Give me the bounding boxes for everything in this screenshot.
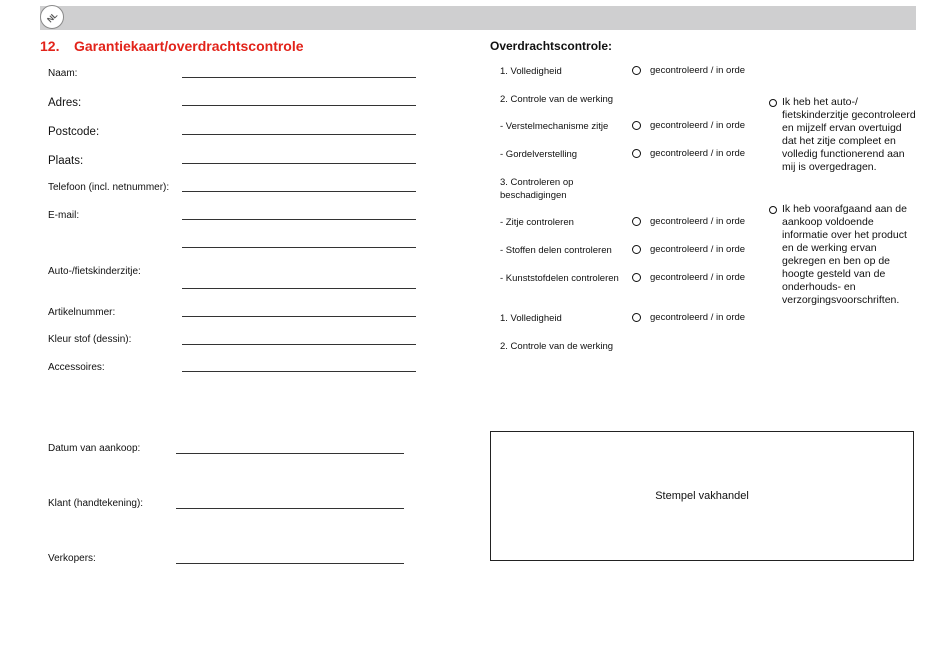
checklist-item-completeness-2: 1. Volledigheid [500,313,562,324]
declaration-info-received-text: Ik heb voorafgaand aan de aankoop voldoende informatie over het product en de werking ervan gekregen en ben op de hoogte gesteld van de onderhouds- en verzorgingsvoorschriften. [782,203,907,306]
declaration-seat-checked-text: Ik heb het auto-/ fietskinderzitje gecontroleerd en mijzelf ervan overtuigd dat het zitje compleet en volledig functionerend aan mij is overgedragen. [782,96,916,173]
check-status-plastic-check: gecontroleerd / in orde [650,272,746,283]
check-circle-icon[interactable] [632,217,641,226]
checklist-item-belt-adjust: - Gordelverstelling [500,149,578,160]
declaration-seat-checked [769,96,919,174]
check-circle-icon[interactable] [632,121,641,130]
field-label-purchase-date: Datum van aankoop: [48,443,141,454]
language-badge [40,5,64,29]
field-line-child-seat[interactable] [182,288,416,289]
field-line-fabric-color[interactable] [182,344,416,345]
checklist-item-function-2: 2. Controle van de werking [500,341,614,352]
field-line-name[interactable] [182,77,416,78]
field-line-postcode[interactable] [182,134,416,135]
checklist-item-function: 2. Controle van de werking [500,94,614,105]
dealer-stamp-label: Stempel vakhandel [655,490,749,502]
checklist-title: Overdrachtscontrole: [490,39,613,53]
check-circle-icon[interactable] [632,245,641,254]
check-circle-icon[interactable] [632,66,641,75]
field-label-fabric-color: Kleur stof (dessin): [48,334,132,345]
field-label-child-seat: Auto-/fietskinderzitje: [48,266,141,277]
section-title [40,38,304,54]
field-line-article-number[interactable] [182,316,416,317]
field-line-accessories[interactable] [182,371,416,372]
field-line-sellers[interactable] [176,563,404,564]
field-line-address[interactable] [182,105,416,106]
check-status-completeness: gecontroleerd / in orde [650,65,746,76]
check-circle-icon[interactable] [769,99,777,107]
section-number: 12. [40,38,60,54]
check-status-seat-adjust: gecontroleerd / in orde [650,120,746,131]
check-status-belt-adjust: gecontroleerd / in orde [650,148,746,159]
section-title-text: Garantiekaart/overdrachtscontrole [74,38,304,54]
check-circle-icon[interactable] [632,313,641,322]
field-label-address: Adres: [48,97,82,109]
declaration-info-received [769,203,919,307]
field-line-email-extra[interactable] [182,247,416,248]
field-label-email: E-mail: [48,210,80,221]
field-label-article-number: Artikelnummer: [48,307,116,318]
check-status-completeness-2: gecontroleerd / in orde [650,312,746,323]
check-status-seat-check: gecontroleerd / in orde [650,216,746,227]
language-badge-label: NL [45,10,59,24]
checklist-item-seat-check: - Zitje controleren [500,217,574,228]
field-line-phone[interactable] [182,191,416,192]
check-circle-icon[interactable] [769,206,777,214]
checklist-item-damage-check: 3. Controleren op beschadigingen [500,177,574,201]
field-line-purchase-date[interactable] [176,453,404,454]
field-line-customer-signature[interactable] [176,508,404,509]
field-label-postcode: Postcode: [48,126,100,138]
field-label-accessories: Accessoires: [48,362,105,373]
header-bar [40,6,916,30]
check-status-fabric-check: gecontroleerd / in orde [650,244,746,255]
checklist-item-seat-adjust: - Verstelmechanisme zitje [500,121,609,132]
check-circle-icon[interactable] [632,149,641,158]
field-label-phone: Telefoon (incl. netnummer): [48,182,170,193]
dealer-stamp-box [490,431,914,561]
checklist-item-fabric-check: - Stoffen delen controleren [500,245,612,256]
check-circle-icon[interactable] [632,273,641,282]
field-label-city: Plaats: [48,155,84,167]
field-label-sellers: Verkopers: [48,553,96,564]
field-label-name: Naam: [48,68,78,79]
field-line-email[interactable] [182,219,416,220]
checklist-item-plastic-check: - Kunststofdelen controleren [500,273,619,284]
field-line-city[interactable] [182,163,416,164]
checklist-item-completeness: 1. Volledigheid [500,66,562,77]
field-label-customer-signature: Klant (handtekening): [48,498,144,509]
